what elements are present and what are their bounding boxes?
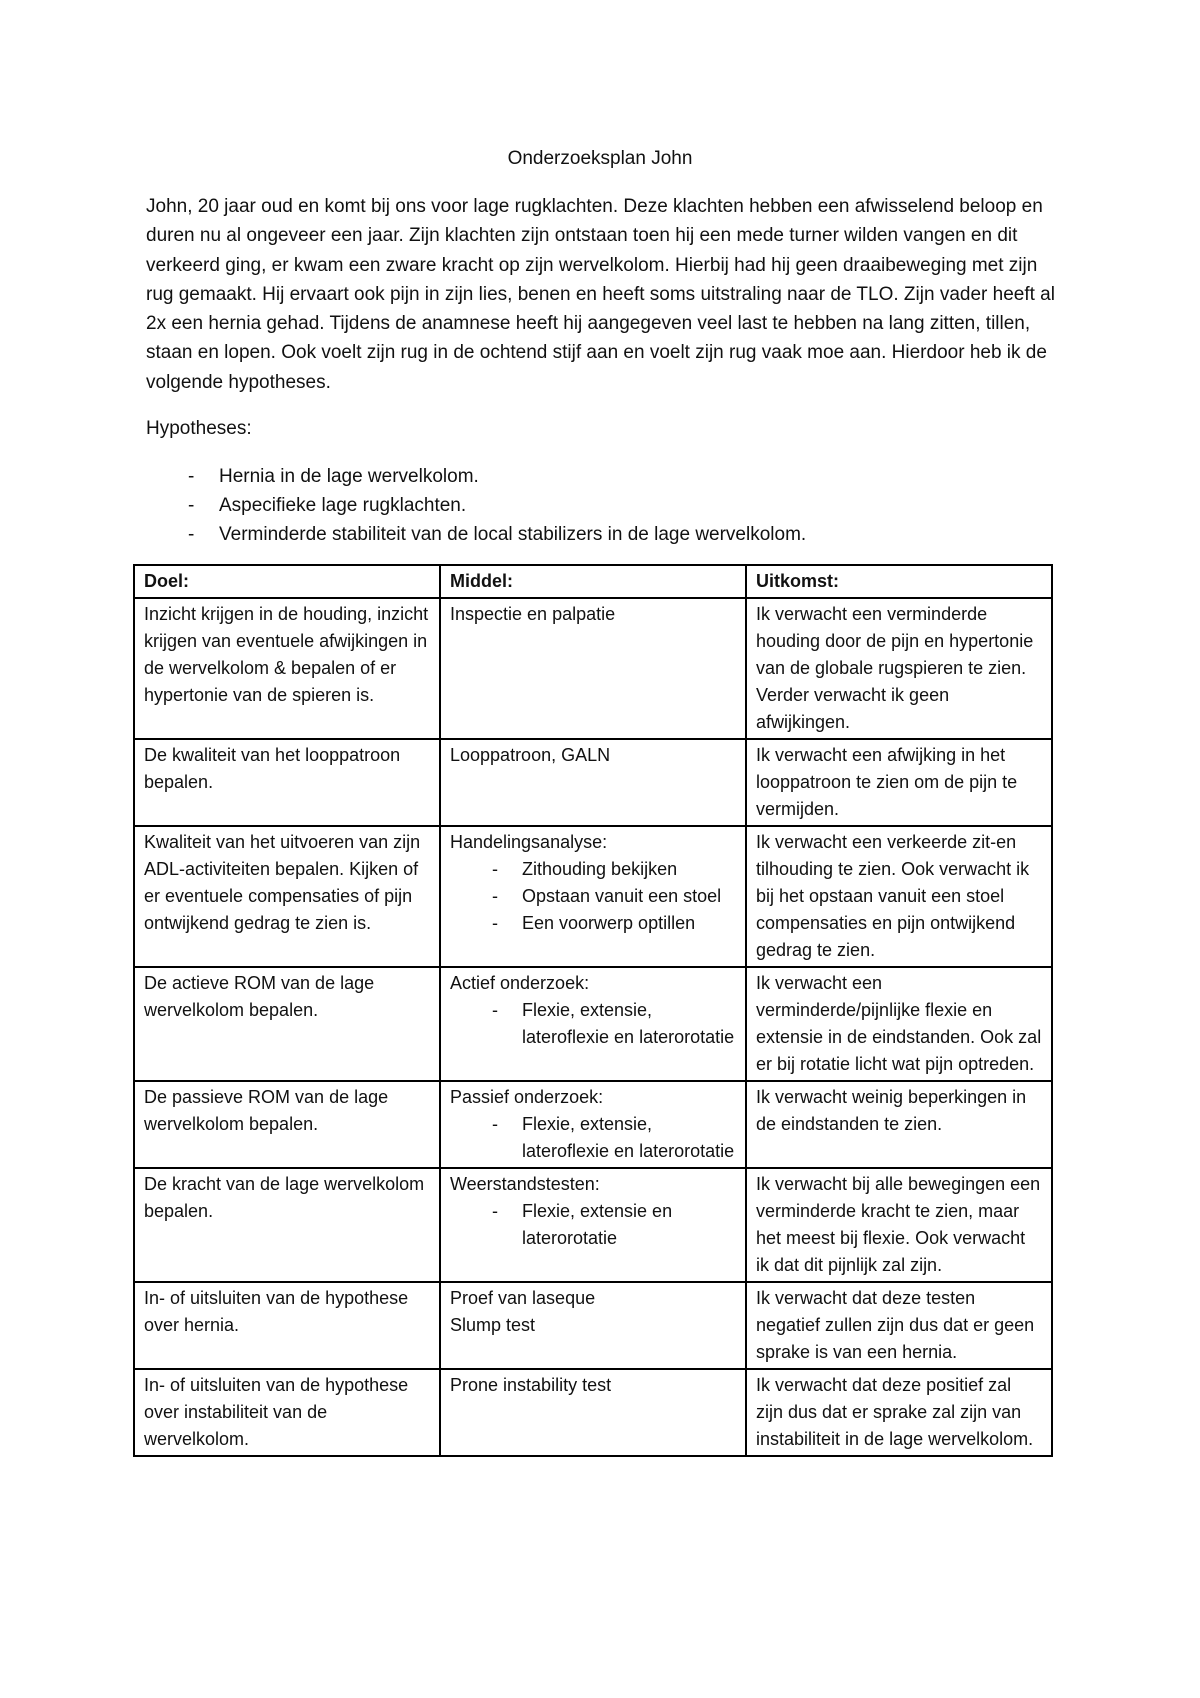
table-row <box>134 967 1052 1081</box>
cell-uitkomst: Ik verwacht bij alle bewegingen een verminderde kracht te zien, maar het meest bij flexie. Ook verwacht ik dat dit pijnlijk zal zijn. <box>746 1168 1052 1282</box>
middel-label: Inspectie en palpatie <box>450 604 616 624</box>
middel-list-item: - Zithouding bekijken <box>450 856 737 883</box>
hypotheses-list <box>146 462 806 549</box>
cell-middel <box>440 967 746 1081</box>
intro-paragraph: John, 20 jaar oud en komt bij ons voor lage rugklachten. Deze klachten hebben een afwisselend beloop en duren nu al ongeveer een jaar. Zijn klachten zijn ontstaan toen hij een mede turner wilden vangen en dit verkeerd ging, er kwam een zware kracht op zijn wervelkolom. Hierbij had hij geen draaibeweging met zijn rug gemaakt. Hij ervaart ook pijn in zijn lies, benen en heeft soms uitstraling naar de TLO. Zijn vader heeft al 2x een hernia gehad. Tijdens de anamnese heeft hij aangegeven veel last te hebben na lang zitten, tillen, staan en lopen. Ook voelt zijn rug in de ochtend stijf aan en voelt zijn rug vaak moe aan. Hierdoor heb ik de volgende hypotheses. <box>146 196 1055 393</box>
middel-list <box>450 997 737 1051</box>
header-doel: Doel: <box>134 565 440 598</box>
middel-line: Slump test <box>450 1315 536 1335</box>
cell-doel: De passieve ROM van de lage wervelkolom bepalen. <box>134 1081 440 1168</box>
cell-middel <box>440 1282 746 1369</box>
table-row <box>134 1369 1052 1456</box>
middel-label: Looppatroon, GALN <box>450 745 611 765</box>
middel-list <box>450 1111 737 1165</box>
middel-label: Weerstandstesten: <box>450 1174 600 1194</box>
header-uitkomst: Uitkomst: <box>746 565 1052 598</box>
cell-uitkomst: Ik verwacht dat deze testen negatief zullen zijn dus dat er geen sprake is van een hernia. <box>746 1282 1052 1369</box>
hypothesis-item: - Aspecifieke lage rugklachten. <box>146 491 806 520</box>
table-row <box>134 739 1052 826</box>
middel-label: Prone instability test <box>450 1375 612 1395</box>
cell-uitkomst: Ik verwacht een verminderde/pijnlijke flexie en extensie in de eindstanden. Ook zal er bij rotatie licht wat pijn optreden. <box>746 967 1052 1081</box>
cell-middel <box>440 598 746 739</box>
table-row <box>134 826 1052 967</box>
cell-uitkomst: Ik verwacht dat deze positief zal zijn dus dat er sprake zal zijn van instabiliteit in de lage wervelkolom. <box>746 1369 1052 1456</box>
cell-doel: Kwaliteit van het uitvoeren van zijn ADL-activiteiten bepalen. Kijken of er eventuele compensaties of pijn ontwijkend gedrag te zien is. <box>134 826 440 967</box>
research-plan-table <box>133 564 1053 1457</box>
cell-middel <box>440 826 746 967</box>
cell-uitkomst: Ik verwacht weinig beperkingen in de eindstanden te zien. <box>746 1081 1052 1168</box>
table-body <box>134 598 1052 1456</box>
cell-uitkomst: Ik verwacht een verminderde houding door de pijn en hypertonie van de globale rugspieren te zien. Verder verwacht ik geen afwijkingen. <box>746 598 1052 739</box>
cell-doel: Inzicht krijgen in de houding, inzicht krijgen van eventuele afwijkingen in de wervelkolom & bepalen of er hypertonie van de spieren is. <box>134 598 440 739</box>
hypotheses-heading: Hypotheses: <box>146 418 252 439</box>
cell-doel: De kracht van de lage wervelkolom bepalen. <box>134 1168 440 1282</box>
middel-list-item: - Een voorwerp optillen <box>450 910 737 937</box>
middel-label: Passief onderzoek: <box>450 1087 604 1107</box>
hypothesis-item: - Hernia in de lage wervelkolom. <box>146 462 806 491</box>
hypothesis-item: - Verminderde stabiliteit van de local stabilizers in de lage wervelkolom. <box>146 520 806 549</box>
table-row <box>134 1081 1052 1168</box>
document-title: Onderzoeksplan John <box>507 148 693 169</box>
cell-middel <box>440 1081 746 1168</box>
cell-doel: In- of uitsluiten van de hypothese over hernia. <box>134 1282 440 1369</box>
cell-uitkomst: Ik verwacht een afwijking in het looppatroon te zien om de pijn te vermijden. <box>746 739 1052 826</box>
cell-doel: In- of uitsluiten van de hypothese over instabiliteit van de wervelkolom. <box>134 1369 440 1456</box>
cell-doel: De kwaliteit van het looppatroon bepalen. <box>134 739 440 826</box>
cell-middel <box>440 1168 746 1282</box>
middel-label: Handelingsanalyse: <box>450 832 608 852</box>
table-row <box>134 598 1052 739</box>
middel-list-item: - Opstaan vanuit een stoel <box>450 883 737 910</box>
middel-list-item: - Flexie, extensie en laterorotatie <box>450 1198 737 1252</box>
cell-middel <box>440 739 746 826</box>
cell-doel: De actieve ROM van de lage wervelkolom bepalen. <box>134 967 440 1081</box>
cell-middel <box>440 1369 746 1456</box>
cell-uitkomst: Ik verwacht een verkeerde zit-en tilhouding te zien. Ook verwacht ik bij het opstaan vanuit een stoel compensaties en pijn ontwijkend gedrag te zien. <box>746 826 1052 967</box>
table-row <box>134 1168 1052 1282</box>
header-middel: Middel: <box>440 565 746 598</box>
middel-label: Proef van laseque <box>450 1288 596 1308</box>
middel-list-item: - Flexie, extensie, lateroflexie en laterorotatie <box>450 1111 737 1165</box>
middel-list <box>450 1198 737 1252</box>
table-row <box>134 1282 1052 1369</box>
table-header-row <box>134 565 1052 598</box>
middel-list <box>450 856 737 937</box>
middel-label: Actief onderzoek: <box>450 973 590 993</box>
middel-list-item: - Flexie, extensie, lateroflexie en laterorotatie <box>450 997 737 1051</box>
